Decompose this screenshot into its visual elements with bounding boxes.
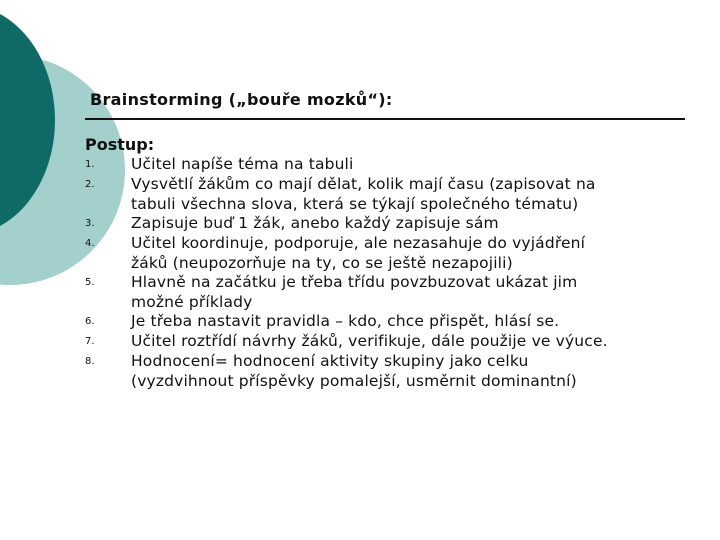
- list-item-text: [131, 155, 353, 175]
- list-item: [85, 214, 705, 234]
- list-item-text: [131, 234, 585, 273]
- title-underline: [85, 118, 685, 120]
- list-item-line: tabuli všechna slova, která se týkají společného tématu): [131, 194, 579, 213]
- list-item-line: Je třeba nastavit pravidla – kdo, chce přispět, hlásí se.: [131, 312, 560, 330]
- list-item-line: Vysvětlí žákům co mají dělat, kolik mají času (zapisovat na: [131, 175, 596, 193]
- list-item-text: [131, 312, 559, 332]
- list-item: [85, 155, 705, 175]
- list-item: [85, 332, 705, 352]
- list-item-line: Učitel koordinuje, podporuje, ale nezasahuje do vyjádření: [131, 234, 586, 252]
- list-number: 3.: [85, 218, 95, 229]
- list-item: [85, 234, 705, 273]
- list-item-line: žáků (neupozorňuje na ty, co se ještě nezapojili): [131, 253, 513, 272]
- list-number: 8.: [85, 356, 95, 367]
- list-number: 5.: [85, 277, 95, 288]
- list-number: 7.: [85, 336, 95, 347]
- slide-content: [85, 136, 705, 391]
- list-item: [85, 312, 705, 332]
- list-item-line: (vyzdvihnout příspěvky pomalejší, usměrnit dominantní): [131, 371, 577, 390]
- list-item: [85, 273, 705, 312]
- list-number: 4.: [85, 238, 95, 249]
- list-item-line: Učitel roztřídí návrhy žáků, verifikuje, dále použije ve výuce.: [131, 332, 608, 350]
- list-number: 1.: [85, 159, 95, 170]
- postup-heading: Postup:: [85, 135, 155, 154]
- list-item-line: Zapisuje buď 1 žák, anebo každý zapisuje sám: [131, 214, 499, 232]
- slide-title: Brainstorming („bouře mozků“):: [90, 90, 393, 109]
- list-item: [85, 352, 705, 391]
- list-item-text: [131, 214, 499, 234]
- list-item-text: [131, 332, 608, 352]
- list-item-line: Učitel napíše téma na tabuli: [131, 155, 354, 173]
- list-item-text: [131, 175, 596, 214]
- list-item: [85, 175, 705, 214]
- list-item-text: [131, 352, 577, 391]
- steps-list: [85, 155, 705, 391]
- list-item-line: možné příklady: [131, 292, 253, 311]
- list-item-text: [131, 273, 577, 312]
- list-number: 6.: [85, 316, 95, 327]
- list-item-line: Hodnocení= hodnocení aktivity skupiny jako celku: [131, 352, 529, 370]
- list-item-line: Hlavně na začátku je třeba třídu povzbuzovat ukázat jim: [131, 273, 578, 291]
- list-number: 2.: [85, 179, 95, 190]
